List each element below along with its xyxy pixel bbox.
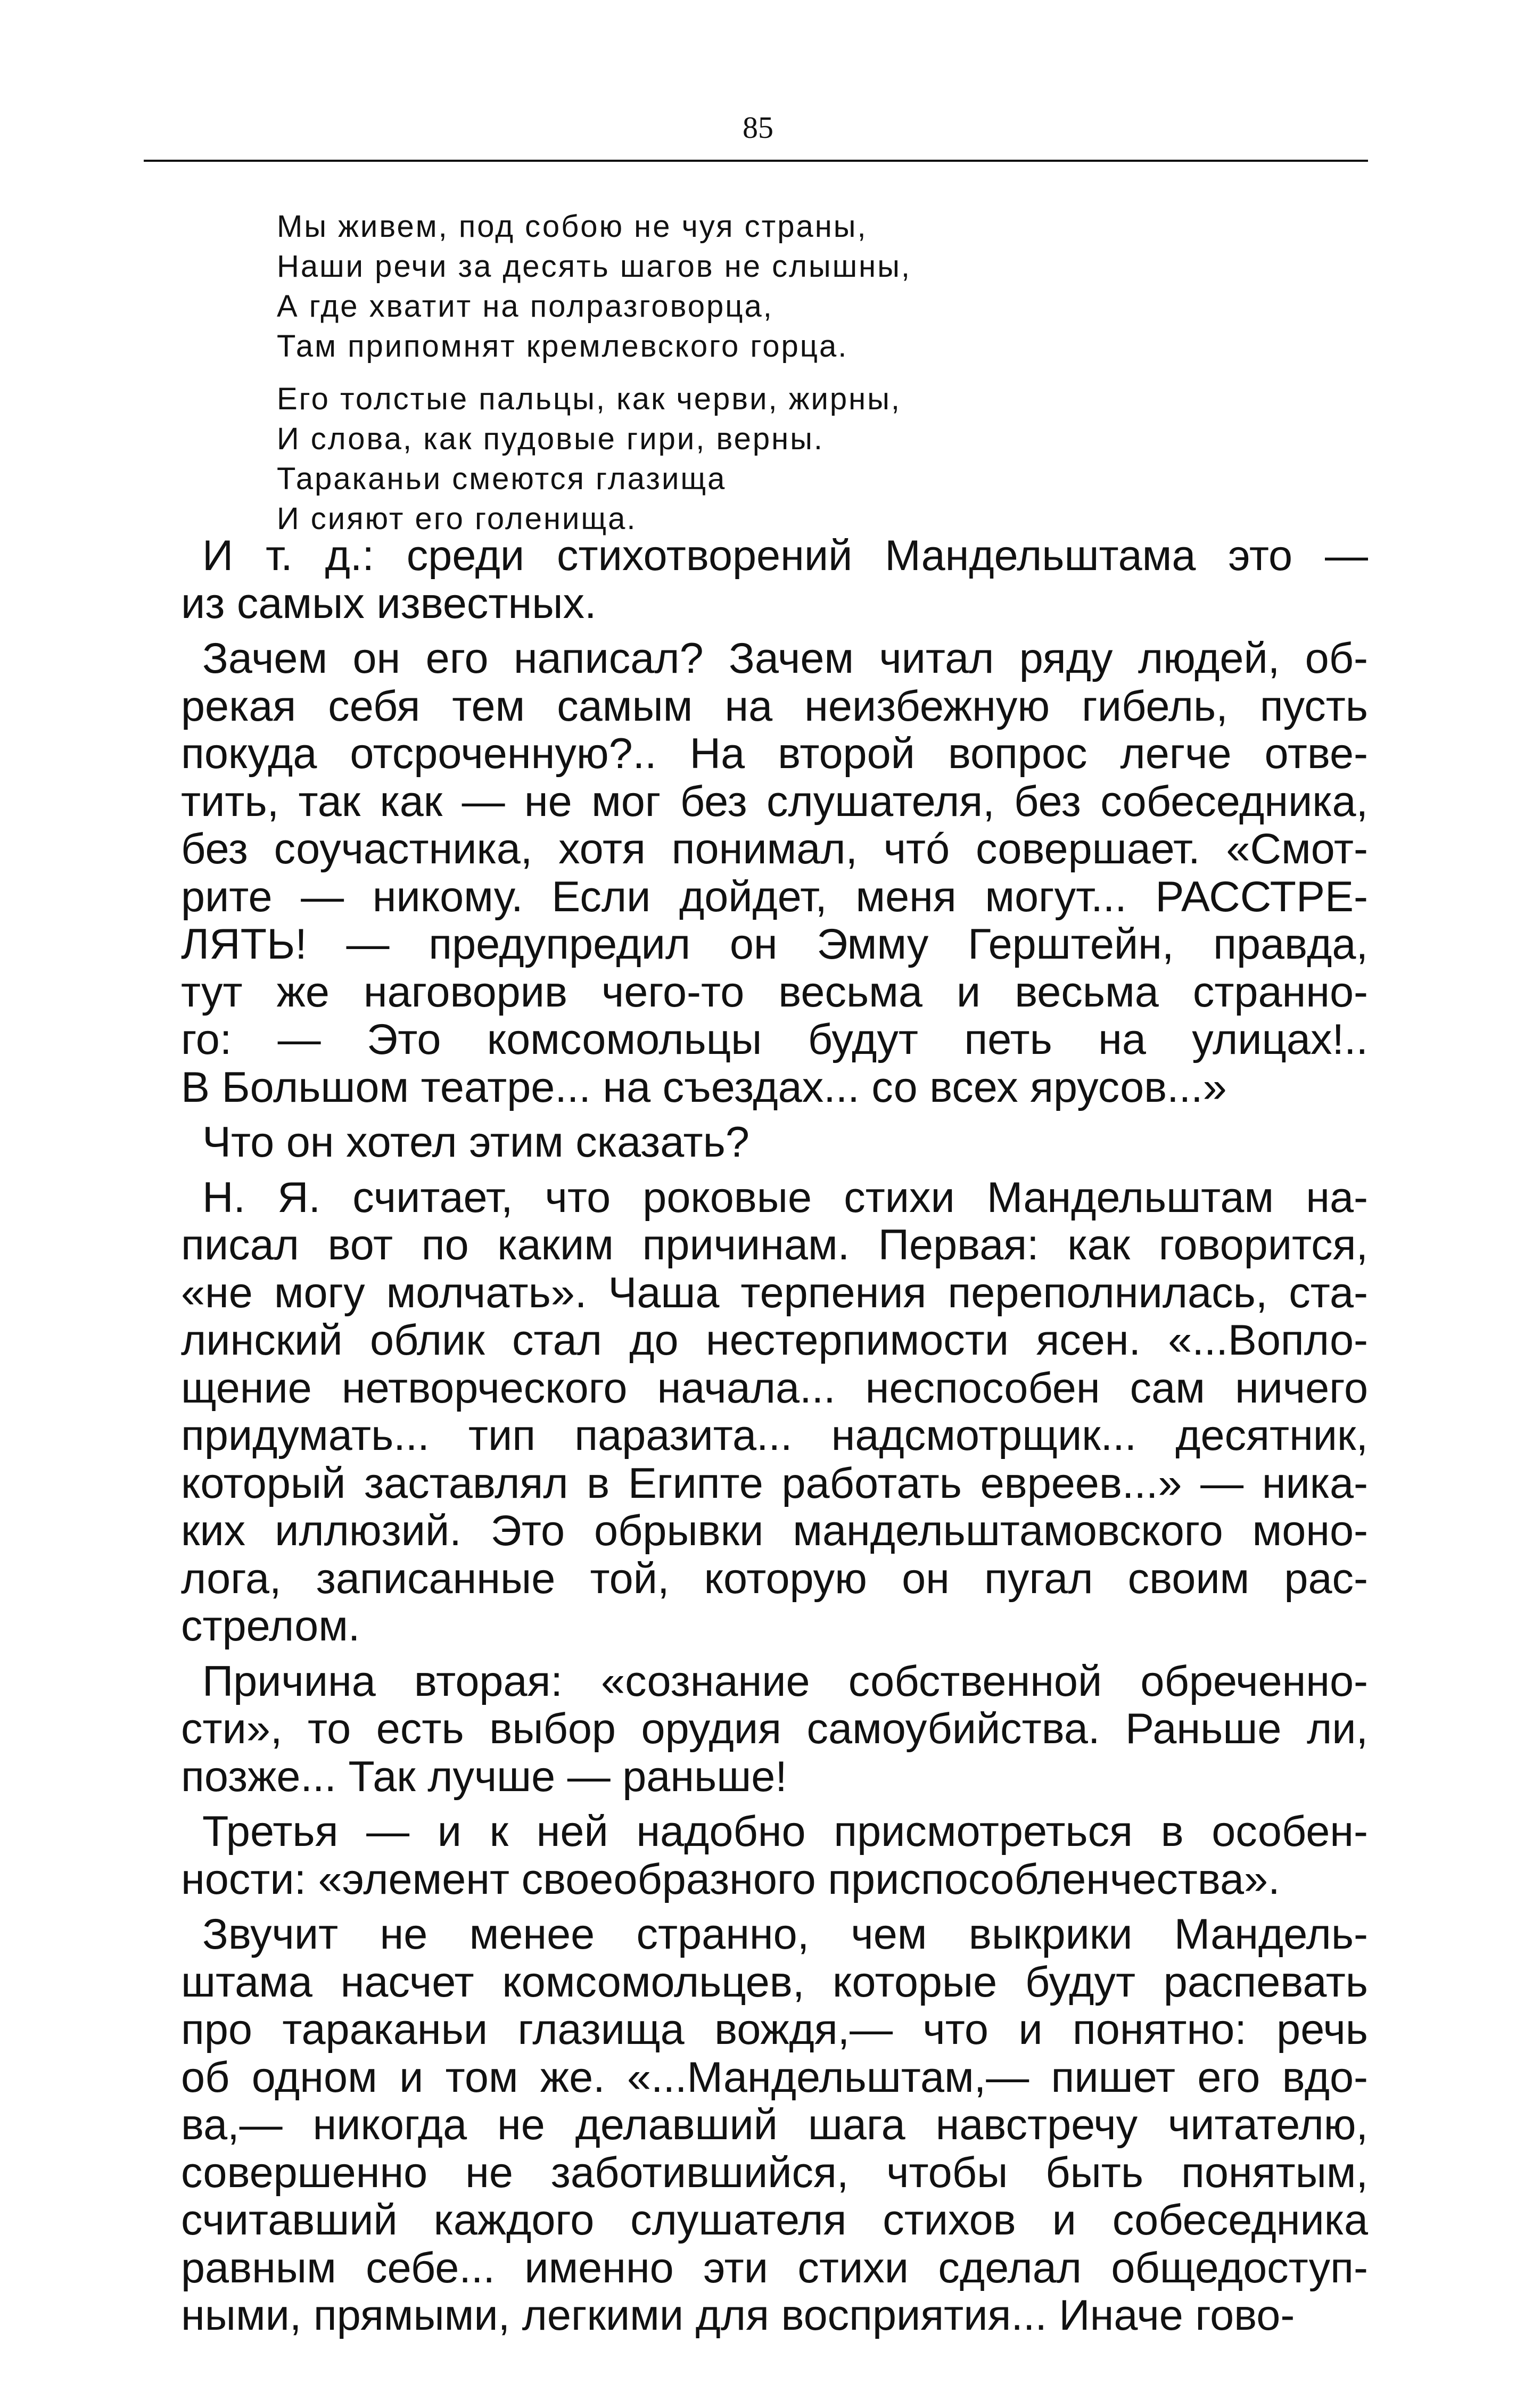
- body-text: [181, 532, 1368, 2340]
- text-line: Что он хотел этим сказать?: [202, 1118, 749, 1166]
- paragraph-gap: [181, 1651, 1368, 1658]
- text-line: совершенно не заботившийся, чтобы быть понятым,: [181, 2148, 1368, 2197]
- paragraph-gap: [181, 628, 1368, 635]
- text-line: ности: «элемент своеобразного приспособленчества».: [181, 1855, 1280, 1903]
- text-line: ких иллюзий. Это обрывки мандельштамовского моно-: [181, 1507, 1368, 1555]
- text-line: штама насчет комсомольцев, которые будут распевать: [181, 1958, 1368, 2006]
- text-line: «не могу молчать». Чаша терпения переполнилась, ста-: [181, 1268, 1368, 1317]
- poem-quote: [277, 207, 1368, 539]
- text-line: стрелом.: [181, 1602, 360, 1650]
- paragraph-gap: [181, 1801, 1368, 1808]
- paragraph: [181, 532, 1368, 628]
- text-line: сти», то есть выбор орудия самоубийства. Раньше ли,: [181, 1705, 1368, 1753]
- poem-line: Там припомнят кремлевского горца.: [277, 329, 848, 364]
- text-line: придумать... тип паразита... надсмотрщик... десятник,: [181, 1412, 1368, 1459]
- poem-line: Наши речи за десять шагов не слышны,: [277, 249, 912, 284]
- text-line: тить, так как — не мог без слушателя, без собеседника,: [181, 777, 1368, 826]
- text-line: Н. Я. считает, что роковые стихи Мандельштам на-: [202, 1173, 1368, 1222]
- text-line: рекая себя тем самым на неизбежную гибель, пусть: [181, 682, 1368, 730]
- header-rule: [144, 160, 1368, 162]
- paragraph-gap: [181, 1903, 1368, 1911]
- poem-line: И слова, как пудовые гири, верны.: [277, 422, 824, 456]
- text-line: позже... Так лучше — раньше!: [181, 1752, 787, 1801]
- page-number: 85: [743, 110, 773, 145]
- paragraph: [181, 1911, 1368, 2340]
- text-line: который заставлял в Египте работать евреев...» — ника-: [181, 1459, 1368, 1507]
- text-line: ными, прямыми, легкими для восприятия... Иначе гово-: [181, 2291, 1295, 2339]
- paragraph-gap: [181, 1167, 1368, 1174]
- paragraph-gap: [181, 1111, 1368, 1119]
- text-line: щение нетворческого начала... неспособен сам ничего: [181, 1364, 1368, 1412]
- paragraph: [181, 1174, 1368, 1651]
- text-line: без соучастника, хотя понимал, чтó совершает. «Смот-: [181, 825, 1368, 873]
- text-line: писал вот по каким причинам. Первая: как говорится,: [181, 1221, 1368, 1269]
- paragraph: [181, 1658, 1368, 1801]
- poem-line: Тараканьи смеются глазища: [277, 461, 727, 496]
- text-line: линский облик стал до нестерпимости ясен. «...Вопло-: [181, 1316, 1368, 1364]
- paragraph: [181, 635, 1368, 1111]
- text-line: ЛЯТЬ! — предупредил он Эмму Герштейн, правда,: [181, 920, 1368, 968]
- poem-line: Его толстые пальцы, как черви, жирны,: [277, 382, 902, 416]
- paragraph: [181, 1808, 1368, 1903]
- text-line: лога, записанные той, которую он пугал своим рас-: [181, 1554, 1368, 1603]
- stanza-gap: [277, 366, 1368, 379]
- text-line: считавший каждого слушателя стихов и собеседника: [181, 2196, 1368, 2244]
- text-line: тут же наговорив чего-то весьма и весьма странно-: [181, 968, 1368, 1016]
- poem-line: И сияют его голенища.: [277, 501, 637, 536]
- text-line: ва,— никогда не делавший шага навстречу читателю,: [181, 2101, 1368, 2149]
- text-line: Причина вторая: «сознание собственной обреченно-: [202, 1657, 1368, 1705]
- text-line: В Большом театре... на съездах... со всех ярусов...»: [181, 1063, 1227, 1111]
- text-line: Третья — и к ней надобно присмотреться в особен-: [202, 1808, 1368, 1856]
- text-line: И т. д.: среди стихотворений Мандельштама это —: [202, 532, 1368, 580]
- poem-line: А где хватит на полразговорца,: [277, 289, 773, 324]
- paragraph: [181, 1119, 1368, 1167]
- text-line: покуда отсроченную?.. На второй вопрос легче отве-: [181, 730, 1368, 778]
- poem-line: Мы живем, под собою не чуя страны,: [277, 209, 868, 244]
- text-line: рите — никому. Если дойдет, меня могут... РАССТРЕ-: [181, 872, 1368, 921]
- text-line: Звучит не менее странно, чем выкрики Мандель-: [202, 1910, 1368, 1958]
- text-line: об одном и том же. «...Мандельштам,— пишет его вдо-: [181, 2053, 1368, 2101]
- text-line: про тараканьи глазища вождя,— что и понятно: речь: [181, 2006, 1368, 2054]
- text-line: равным себе... именно эти стихи сделал общедоступ-: [181, 2244, 1368, 2292]
- text-line: го: — Это комсомольцы будут петь на улицах!..: [181, 1016, 1368, 1063]
- text-line: Зачем он его написал? Зачем читал ряду людей, об-: [202, 634, 1368, 682]
- text-line: из самых известных.: [181, 579, 597, 628]
